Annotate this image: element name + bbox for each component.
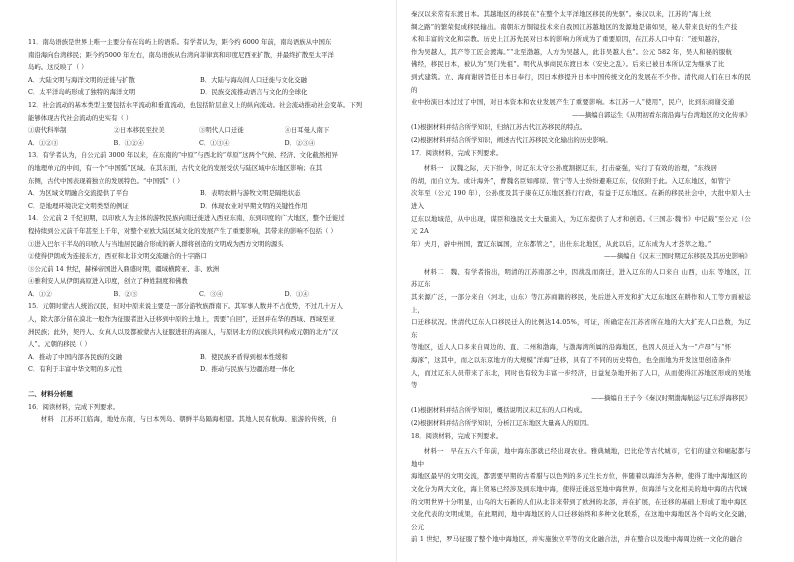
q14-item: ②使得伊朗成为连接东方，西亚和北非文明交流融合的十字路口 bbox=[28, 252, 207, 261]
q12-item: ①唐代科举制 bbox=[28, 126, 67, 135]
q14-stem-line: 程持续到公元前千年甚至上千年，对整个亚欧大陆区域文化的发展产生了重要影响，其带来的影响不包括（ ） bbox=[28, 226, 337, 235]
q18-material1-line: 海地区最早的文明交流，都需要早期的古希腊与以色列的多元生长方位，伴随着以海洋为各种，使得了地中海地区的 bbox=[411, 472, 748, 481]
q14-option-d: D．①④ bbox=[284, 289, 309, 298]
q17-material2-line: 材料二 魏、有学者指出，明清的江苏南部之中，因战乱而南迁，进入辽东的人口来自 山西，山东 等地区，江苏辽东 bbox=[411, 267, 751, 289]
q18-heading: 18．阅读材料，完成下列要求。 bbox=[411, 431, 503, 440]
q13-options bbox=[28, 187, 366, 212]
q12-option-d: D．②③④ bbox=[284, 138, 316, 147]
q13-option-a: A．为区域文明融合交流提供了平台 bbox=[28, 189, 129, 198]
q11-option-c: C．太平洋岛屿形成了独特的海洋文明 bbox=[28, 88, 136, 97]
q15-option-d: D．推动与民族与边疆治理一体化 bbox=[200, 365, 295, 374]
q17-heading: 17．阅读材料，完成下列要求。 bbox=[411, 148, 503, 157]
q14-option-b: B．②③ bbox=[113, 289, 138, 298]
q12-item: ③明代人口迁徙 bbox=[199, 126, 244, 135]
q16-heading: 16．阅读材料，完成下列要求。 bbox=[28, 402, 120, 411]
q16-source: ——摘编自郭运生《从明初看东南沿海与台湾地区的文化传承》 bbox=[572, 110, 751, 119]
q17-ask-2: (2)根据材料并结合所学知识，分析江辽东地区大量高人的原因。 bbox=[411, 419, 593, 427]
column-divider bbox=[396, 0, 397, 562]
q13-stem-line: 13．有学者认为，自公元前 3000 年以来，在东南的“中原”与西北的“草原”这两个气候、经济、文化截然相异 bbox=[28, 151, 338, 160]
q14-item: ④雅利安人从伊朗高原进入印度，创立了种姓制度和佛教 bbox=[28, 277, 188, 286]
q17-material2-line: 等地区，近人人口多来自周边的、直、二州和渤海，与渤海湾所属的沿海地区，也因人员迁入为一“卢昂”与“怀 bbox=[411, 343, 732, 352]
q12-stem-line: 12．社会流动的基本类型主要包括水平流动和垂直流动，也包括阶层意义上的纵向流动。社会流动推动社会变革。下列 bbox=[28, 100, 363, 109]
q16-ask-2: (2)根据材料并结合所学知识，阐述古代江苏移民文化输出的历史影响。 bbox=[411, 135, 612, 144]
question-17 bbox=[411, 147, 751, 430]
q17-material1-line: 辽东以地域范，从中出现，谋臣和逸民文士大量流入，为辽东提供了人才和创造。《三国志·魏书》中记载“至公元（公元 2A bbox=[411, 214, 751, 236]
q15-options bbox=[28, 351, 366, 376]
q11-option-a: A．大陆文明与海洋文明的迁徙与扩散 bbox=[28, 75, 135, 84]
q17-material1-line: 年）夫月，辟中州国，置辽东属国，立东都管之”，出仕东北地区，从此以后，辽东成为人才荟萃之地。” bbox=[411, 239, 712, 248]
q11-option-b: B．大陆与海岛间人口迁徙与文化交融 bbox=[200, 75, 307, 84]
q13-stem-line: 的地理单元的中间，有一个“中国弧”区域。在其东面，古代文化的发展受伏与陆区域中东地区影响；在其 bbox=[28, 163, 323, 172]
question-12 bbox=[28, 99, 366, 149]
q18-material1-line: 文化分为两大文化，海上贸易已经涉及到东地中海，使得迁徙远至地中海世界，但海洋与文化相关的地中海的古代城 bbox=[411, 484, 748, 493]
q16-material-line: 术和丰富的文化和宗教。历史上江苏先民对日本的影响力所成为了重要原因，在江苏人口中有：“迹知越谷， bbox=[411, 35, 725, 44]
q14-stem-line: 14．公元前 2 千纪初期，以印欧人为主体的游牧民族向南迁徙进入西亚东南、东到印度的广大地区，整个迁徙过 bbox=[28, 214, 345, 223]
q17-material1-line: 次年至（公元 190 年），公孙度及其子康在辽东地区推行行政，有益于辽东地区。在新的移民社会中，大批中原人士进入 bbox=[411, 189, 751, 210]
q13-stem-line: 东侧，古代中国表现着独立的发展特色。“中国弧”（ ） bbox=[28, 176, 184, 185]
q11-option-d: D．民族交流推动语言与文化的全球化 bbox=[200, 88, 308, 97]
question-18 bbox=[411, 430, 751, 546]
q17-material2-line: 人，而过辽东人员带来了东北，同时也有较为丰富一步经济，日益复杂地开拓了人口，从而使得江苏地区形成的吴地等 bbox=[411, 368, 751, 390]
q18-material1-line: 前 1 世纪，罗马征服了整个地中海地区，并实施独立平等的文化融合法，并在整合以及地中海周边统一文化的融合 bbox=[411, 535, 743, 544]
section-heading-material-analysis: 二、材料分析题 bbox=[28, 390, 73, 399]
q12-item: ④日耳曼人南下 bbox=[284, 126, 330, 135]
question-14 bbox=[28, 212, 366, 300]
q16-material-line: 佛经，移民日本，被认为“吴门先祖”。明代从事商民东渡日本（安史之乱）。后来已被日本所认定为继承了比 bbox=[411, 60, 725, 69]
q14-option-a: A．①② bbox=[28, 289, 52, 298]
q17-ask-1: (1)根据材料并结合所学知识，概括说明汉末辽东的人口构成。 bbox=[411, 406, 587, 415]
q14-item: ①进入巴尔干半岛的印欧人与当地居民融合形成的新人群将创造的文明成为西方文明的源头 bbox=[28, 239, 284, 248]
q16-material-line: 秦汉以来常有东渡日本。其越地区的移民在“在整个太平洋地区移民的先驱”。秦汉以来，江苏的“海上丝 bbox=[411, 10, 712, 18]
q17-material2-line: 其来源广泛，一部分来自（河北，山东）等江苏商籍的移民，先后进入开发和扩大辽东地区在耕作和人工等方面被运上， bbox=[411, 293, 751, 314]
right-column bbox=[411, 8, 751, 546]
q13-option-d: D．体现农业对早期文明的关键性作用 bbox=[200, 201, 308, 210]
q16-material-line: 绸之路”的繁荣促成移民输出。南朝东方铜镜技术来自我国江苏越地区的发源地是诸如吴，秘人带来良好的生产技 bbox=[411, 22, 738, 31]
q16-material-line: 作为吴越人，其产等工匠会渡海。”“北至渤越，人方为吴越人，此非吴越人也”。公元 582 年，吴人和秘的服航 bbox=[411, 47, 733, 56]
q12-stem-line: 能够体现古代社会流动的史实有（ ） bbox=[28, 113, 133, 122]
q17-material1-line: 的胡，而自立为。或计海外”，曹魏名臣如邴原、管宁等人士纷纷避难辽东，仅依附于此。入辽东地区，如管宁 bbox=[411, 176, 731, 185]
q16-material-continued bbox=[411, 8, 751, 147]
question-13 bbox=[28, 149, 366, 212]
q12-items bbox=[28, 124, 366, 137]
q15-option-c: C．有利于丰富中华文明的多元性 bbox=[28, 365, 123, 374]
q14-options bbox=[28, 288, 366, 301]
q17-material2-line: 海涿”，这其中，而之以东京地方的大规模“洋海”迁移，具有了不同的历史特色，也全面地为开发这里创造条件 bbox=[411, 356, 732, 365]
q18-material1-line: 材料一 早在五六千年前，地中海东部就已经出现农业。雅典城地，巴比伦等古代城市，它们的建立和崛起都与地中 bbox=[411, 447, 751, 468]
q11-options bbox=[28, 74, 366, 99]
q13-option-c: C．是地理环境决定文明类型的例证 bbox=[28, 201, 129, 210]
q12-item: ②日本移民至拉美 bbox=[113, 126, 165, 135]
q16-material-line: 业中扮演日本过过了中国，对日本资本和农业发展产生了重要影响。本江苏一人“使用”，民户，比到东商谢交通 bbox=[411, 98, 735, 107]
q15-option-b: B．使民族矛盾得到根本性缓和 bbox=[200, 352, 288, 361]
q12-options bbox=[28, 137, 366, 150]
q14-item: ③公元前 14 世纪，赫梯帝国进入鼎盛时期，疆域横跨亚、非、欧洲 bbox=[28, 264, 220, 273]
q17-material2-line: 口迁移状况。世清代辽东人口移民迁入的比例达14.05%，可证，所确定在江苏省所在地的大大扩充人口总数，为辽东 bbox=[411, 318, 751, 339]
q17-source1: ——摘编自《汉末三国时期辽东移民及其历史影响》 bbox=[604, 252, 751, 261]
q16-material-line: 到式建筑。立、海商谢居旨任日本日奉行，因日本修提升日本中国传统文化的发展在不少作。清代商人们在日本的民的 bbox=[411, 72, 751, 94]
q12-option-b: B．①②④ bbox=[113, 138, 144, 147]
q15-stem-line: 人，除大部分留在漠北一般作为征服者进入迁移到中原的土地上，需要“自回”，迁回并在华的西域、西域至亚 bbox=[28, 315, 335, 324]
q14-option-c: C．③④ bbox=[199, 289, 224, 298]
q17-source2: ——摘编自王子今《秦汉时期渤海航运与辽东浮海移民》 bbox=[591, 393, 751, 402]
q12-option-a: A．①②③ bbox=[28, 138, 59, 147]
q18-material1-line: 的文明世界十分明显，山乌的大石新的人们从北非来带到了欧洲的北部，并在扩展，在迁移的基础上形成了地中海区 bbox=[411, 497, 748, 506]
q11-stem-line: 岛屿。这反映了（ ） bbox=[28, 63, 88, 72]
left-column bbox=[28, 36, 366, 426]
question-15 bbox=[28, 300, 366, 376]
q11-stem-line: 南沿海向台湾移民；距今约5000 年左右，南岛语族从台湾向菲律宾和印度尼西亚扩散，并最终扩散至太平洋 bbox=[28, 50, 334, 59]
q13-option-b: B．表明农耕与游牧文明是隔绝状态 bbox=[200, 189, 301, 198]
q15-stem-line: 15．元朝时蒙古人统治汉民，但对中原来说主要是一部分游牧族群南下。其军事人数并不占优势，不过几十万人 bbox=[28, 302, 343, 311]
q16-material-line: 材料 江苏环江临海，地处东南，与日本列岛、朝鲜半岛隔海相望。其地人民有航海、旅游的传统，自 bbox=[40, 415, 338, 424]
question-11 bbox=[28, 36, 366, 99]
q11-stem-line: 11．南岛语族是世界上唯一主要分布在岛屿上的语系。有学者认为，距今约 6000 年前，南岛语族从中国东 bbox=[28, 38, 332, 46]
q15-stem-line: 洲民族；此外，契丹人、女真人以及都被蒙古人征服进驻的高丽人，与原居北方的汉族共同构成元朝的北方“汉 bbox=[28, 327, 339, 336]
q15-option-a: A．推动了中国内部各民族的交融 bbox=[28, 352, 123, 361]
q15-stem-line: 人”。元朝的移民（ ） bbox=[28, 340, 91, 349]
q12-option-c: C．①③④ bbox=[199, 138, 230, 147]
q18-material1-line: 文化代表的文明成果，在此期间，地中海地区的人口迁移始终和多种文化联系，在这地中海地区各个岛屿文化交融，公元 bbox=[411, 510, 751, 531]
q16-ask-1: (1)根据材料并结合所学知识，归纳江苏古代江苏移民的特点。 bbox=[411, 123, 587, 132]
q17-material1-line: 材料一 汉魏之际，天下纷争，时辽东太守公孙度割据辽东，打击豪强，实行了有效的治理，“东线居 bbox=[423, 164, 718, 173]
